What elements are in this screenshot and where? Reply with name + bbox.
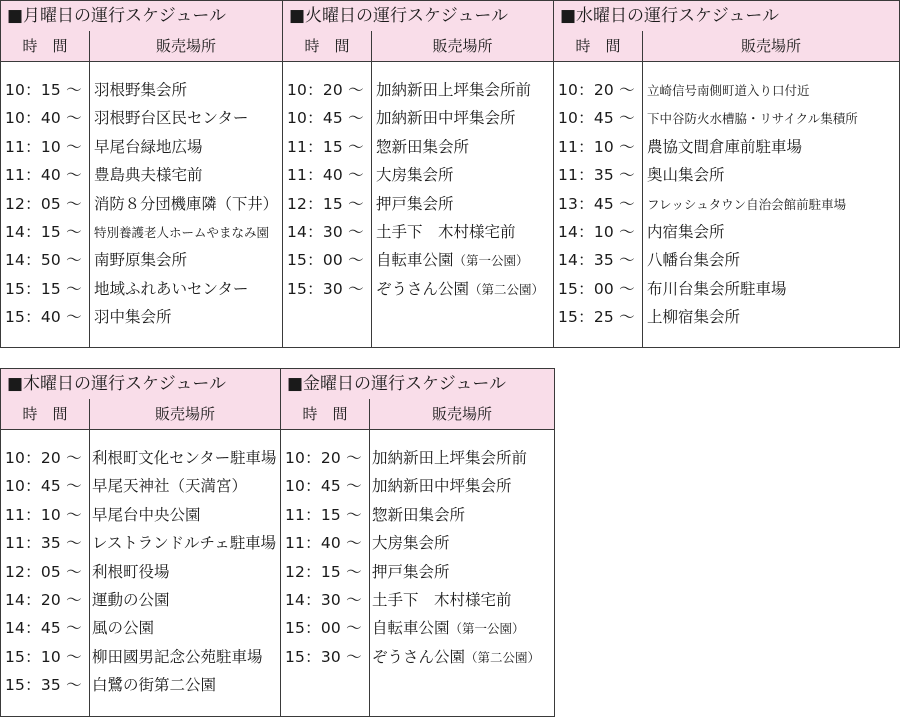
table-row	[283, 275, 553, 303]
table-row	[554, 133, 899, 161]
time-cell: 14：35 〜	[558, 251, 635, 270]
place-cell	[92, 558, 170, 586]
place-cell	[647, 76, 810, 105]
time-cell: 11：10 〜	[5, 137, 82, 156]
place-cell	[94, 218, 269, 247]
place-name: 早尾台緑地広場	[94, 137, 203, 156]
table-row	[1, 472, 280, 500]
place-cell	[376, 218, 516, 246]
table-title: ■水曜日の運行スケジュール	[554, 1, 899, 32]
place-name: 自転車公園	[372, 619, 450, 638]
place-name: 南野原集会所	[94, 251, 188, 270]
place-note: （第二公園）	[465, 649, 541, 665]
time-cell: 15：30 〜	[287, 279, 364, 298]
place-name: 上柳宿集会所	[647, 308, 741, 327]
place-cell	[94, 76, 187, 104]
table-title: ■火曜日の運行スケジュール	[283, 1, 553, 32]
time-cell: 10：20 〜	[287, 81, 364, 99]
table-row	[281, 614, 554, 642]
place-name: 惣新田集会所	[376, 137, 470, 156]
time-cell: 14：30 〜	[285, 591, 362, 609]
place-name: 加納新田上坪集会所前	[372, 449, 528, 467]
table-row	[554, 76, 899, 104]
time-cell: 10：45 〜	[287, 109, 364, 128]
place-cell	[92, 671, 216, 699]
time-cell: 10：20 〜	[5, 449, 82, 467]
place-name: 布川台集会所駐車場	[647, 279, 787, 298]
place-cell	[94, 246, 187, 274]
time-cell: 10：45 〜	[5, 477, 82, 496]
place-name: 羽根野集会所	[94, 81, 188, 99]
table-row	[1, 161, 282, 189]
place-cell	[647, 218, 725, 246]
place-name: 押戸集会所	[372, 562, 450, 581]
place-cell	[372, 643, 540, 672]
time-cell: 15：00 〜	[558, 279, 635, 298]
column-header-time: 時 間	[22, 37, 68, 55]
table-row	[554, 246, 899, 274]
column-header-place: 販売場所	[155, 37, 216, 55]
place-cell	[372, 558, 450, 586]
time-cell: 11：10 〜	[5, 505, 82, 524]
time-cell: 11：40 〜	[5, 166, 82, 185]
table-row	[281, 586, 554, 614]
time-cell: 10：45 〜	[558, 109, 635, 128]
table-row	[1, 501, 280, 529]
place-note: （第一公園）	[449, 621, 525, 637]
table-row	[1, 246, 282, 274]
table-header	[1, 399, 280, 430]
table-row	[281, 501, 554, 529]
time-cell: 11：40 〜	[285, 534, 362, 553]
time-cell: 10：20 〜	[285, 449, 362, 467]
place-name: 奥山集会所	[647, 166, 725, 185]
place-cell	[647, 246, 740, 274]
table-row	[283, 246, 553, 274]
time-cell: 15：35 〜	[5, 676, 82, 695]
table-header	[554, 31, 899, 62]
table-row	[1, 614, 280, 642]
place-name: 大房集会所	[372, 534, 450, 553]
table-row	[1, 104, 282, 132]
place-name: 地域ふれあいセンター	[94, 279, 249, 298]
place-cell	[376, 246, 529, 275]
place-cell	[647, 104, 858, 133]
place-name: 運動の公園	[92, 591, 170, 609]
friday-schedule-table	[280, 368, 555, 717]
column-header-place: 販売場所	[740, 37, 801, 55]
place-name: 内宿集会所	[647, 223, 725, 241]
place-name: ぞうさん公園	[376, 279, 470, 298]
column-header-time: 時 間	[304, 37, 350, 55]
table-row	[554, 303, 899, 331]
table-row	[1, 303, 282, 331]
place-name: 八幡台集会所	[647, 251, 741, 270]
time-cell: 15：25 〜	[558, 308, 635, 327]
tuesday-schedule-table	[282, 0, 554, 348]
time-cell: 11：35 〜	[5, 534, 82, 553]
table-row	[1, 76, 282, 104]
place-cell	[94, 190, 278, 218]
time-cell: 12：15 〜	[287, 194, 364, 213]
place-cell	[647, 275, 787, 303]
place-name: 風の公園	[92, 619, 155, 638]
table-row	[554, 275, 899, 303]
table-row	[283, 218, 553, 246]
place-name: 加納新田上坪集会所前	[376, 81, 532, 99]
table-row	[1, 190, 282, 218]
table-row	[554, 161, 899, 189]
table-row	[283, 76, 553, 104]
time-cell: 14：45 〜	[5, 619, 82, 638]
table-row	[1, 529, 280, 557]
table-row	[283, 161, 553, 189]
thursday-schedule-table	[0, 368, 281, 717]
place-cell	[372, 529, 450, 557]
time-cell: 14：15 〜	[5, 223, 82, 241]
place-cell	[92, 529, 276, 557]
monday-schedule-table	[0, 0, 283, 348]
time-cell: 15：30 〜	[285, 647, 362, 666]
time-cell: 10：20 〜	[558, 81, 635, 99]
place-cell	[372, 444, 527, 472]
table-row	[1, 218, 282, 246]
place-name: 土手下 木村様宅前	[372, 591, 512, 609]
table-row	[554, 218, 899, 246]
place-cell	[647, 133, 802, 161]
column-header-time: 時 間	[575, 37, 621, 55]
place-cell	[376, 104, 516, 132]
column-header-time: 時 間	[302, 405, 348, 423]
time-cell: 14：20 〜	[5, 591, 82, 609]
place-cell	[647, 190, 846, 219]
place-cell	[372, 614, 525, 643]
place-name: 押戸集会所	[376, 194, 454, 213]
place-name: 羽根野台区民センター	[94, 109, 249, 128]
place-name: 農協文間倉庫前駐車場	[647, 137, 803, 156]
place-cell	[92, 614, 154, 642]
time-cell: 14：30 〜	[287, 223, 364, 241]
place-cell	[92, 501, 201, 529]
column-header-place: 販売場所	[431, 405, 492, 423]
table-row	[281, 643, 554, 671]
table-row	[281, 529, 554, 557]
time-cell: 15：00 〜	[287, 251, 364, 270]
table-title: ■金曜日の運行スケジュール	[281, 369, 554, 400]
time-cell: 14：50 〜	[5, 251, 82, 270]
place-name: 加納新田中坪集会所	[372, 477, 512, 496]
place-cell	[376, 76, 531, 104]
place-cell	[376, 275, 544, 304]
table-row	[1, 558, 280, 586]
time-cell: 14：10 〜	[558, 223, 635, 241]
column-header-place: 販売場所	[154, 405, 215, 423]
table-header	[1, 31, 282, 62]
place-name: 消防８分団機庫隣（下井）	[94, 194, 279, 213]
place-name: 早尾台中央公園	[92, 505, 201, 524]
time-cell: 15：10 〜	[5, 647, 82, 666]
table-row	[283, 133, 553, 161]
place-name: 豊島典夫様宅前	[94, 166, 203, 185]
place-name: レストランドルチェ駐車場	[92, 534, 277, 553]
time-cell: 11：15 〜	[285, 505, 362, 524]
time-cell: 12：15 〜	[285, 562, 362, 581]
time-cell: 12：05 〜	[5, 562, 82, 581]
table-title: ■木曜日の運行スケジュール	[1, 369, 280, 400]
place-name: 加納新田中坪集会所	[376, 109, 516, 128]
place-note: （第二公園）	[469, 281, 545, 297]
table-row	[554, 190, 899, 218]
place-cell	[376, 161, 454, 189]
place-cell	[94, 303, 172, 331]
place-cell	[92, 586, 170, 614]
time-cell: 11：40 〜	[287, 166, 364, 185]
table-row	[1, 133, 282, 161]
time-cell: 10：15 〜	[5, 81, 82, 99]
time-cell: 12：05 〜	[5, 194, 82, 213]
table-row	[281, 444, 554, 472]
time-cell: 11：15 〜	[287, 137, 364, 156]
place-cell	[376, 133, 469, 161]
place-name: 土手下 木村様宅前	[376, 223, 516, 241]
place-name: 白鷺の街第二公園	[92, 676, 217, 695]
wednesday-schedule-table	[553, 0, 900, 348]
table-row	[554, 104, 899, 132]
place-cell	[92, 472, 247, 500]
table-row	[1, 671, 280, 699]
place-name: 特別養護老人ホームやまなみ園	[94, 225, 270, 240]
place-cell	[94, 133, 203, 161]
place-cell	[372, 586, 512, 614]
table-row	[1, 586, 280, 614]
place-name: 早尾天神社（天満宮）	[92, 477, 248, 496]
table-row	[281, 472, 554, 500]
time-cell: 10：40 〜	[5, 109, 82, 128]
place-cell	[94, 275, 248, 303]
place-cell	[372, 501, 465, 529]
time-cell: 11：35 〜	[558, 166, 635, 185]
place-name: 柳田國男記念公苑駐車場	[92, 647, 263, 666]
place-name: 自転車公園	[376, 251, 454, 270]
place-note: （第一公園）	[453, 253, 529, 269]
table-row	[1, 643, 280, 671]
place-name: 羽中集会所	[94, 308, 172, 327]
place-cell	[647, 303, 740, 331]
table-header	[281, 399, 554, 430]
table-row	[281, 558, 554, 586]
table-row	[283, 104, 553, 132]
place-cell	[94, 161, 203, 189]
table-header	[283, 31, 553, 62]
place-cell	[92, 444, 276, 472]
place-cell	[372, 472, 512, 500]
place-name: 立崎信号南側町道入り口付近	[647, 83, 810, 98]
place-cell	[376, 190, 454, 218]
place-cell	[92, 643, 263, 671]
time-cell: 11：10 〜	[558, 137, 635, 156]
column-header-place: 販売場所	[432, 37, 493, 55]
place-cell	[94, 104, 248, 132]
place-name: 惣新田集会所	[372, 505, 466, 524]
table-row	[1, 275, 282, 303]
place-name: 下中谷防火水槽脇・リサイクル集積所	[647, 111, 858, 127]
place-name: フレッシュタウン自治会館前駐車場	[647, 196, 847, 212]
table-title: ■月曜日の運行スケジュール	[1, 1, 282, 32]
place-name: 利根町文化センター駐車場	[92, 449, 277, 467]
place-name: ぞうさん公園	[372, 647, 466, 666]
time-cell: 15：15 〜	[5, 279, 82, 298]
time-cell: 13：45 〜	[558, 194, 635, 213]
place-cell	[647, 161, 725, 189]
time-cell: 10：45 〜	[285, 477, 362, 496]
place-name: 利根町役場	[92, 562, 170, 581]
time-cell: 15：00 〜	[285, 619, 362, 638]
table-row	[1, 444, 280, 472]
table-row	[283, 190, 553, 218]
time-cell: 15：40 〜	[5, 308, 82, 327]
column-header-time: 時 間	[22, 405, 68, 423]
place-name: 大房集会所	[376, 166, 454, 185]
